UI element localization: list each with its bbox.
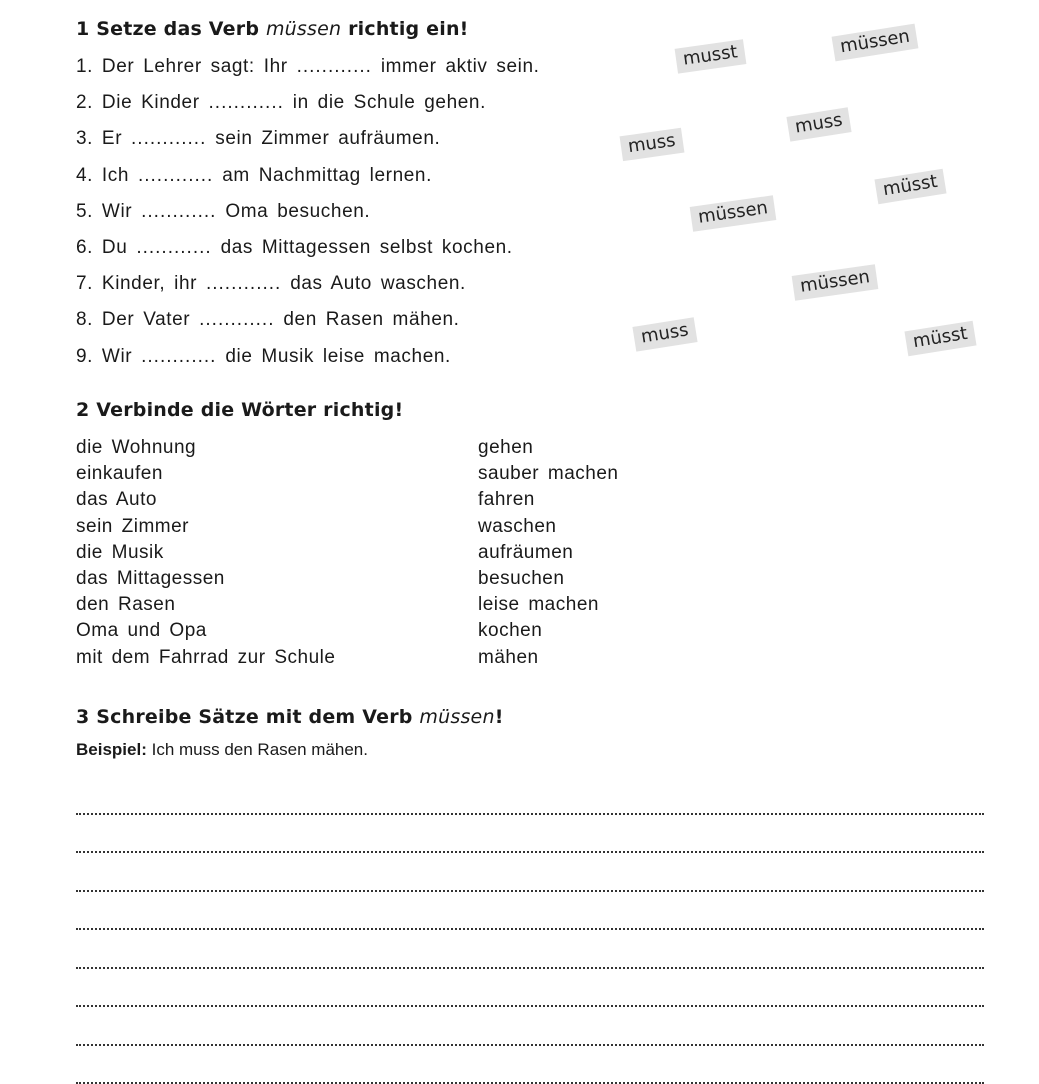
sentence-list	[76, 52, 540, 378]
sentence-start: 9. Wir	[76, 346, 132, 367]
match-item[interactable]: mit dem Fahrrad zur Schule	[76, 646, 335, 672]
sentence-end: das Auto waschen.	[290, 273, 466, 294]
sentence-item	[76, 124, 540, 160]
heading-text: Setze das Verb	[96, 18, 259, 40]
heading-text: !	[495, 706, 504, 728]
heading-text: Verbinde die Wörter richtig!	[96, 399, 403, 421]
example-label: Beispiel:	[76, 740, 147, 759]
exercise-3-heading	[76, 706, 504, 728]
sentence-item	[76, 269, 540, 305]
sentence-end: immer aktiv sein.	[381, 56, 540, 77]
sentence-item	[76, 161, 540, 197]
sentence-end: sein Zimmer aufräumen.	[215, 128, 440, 149]
sentence-start: 2. Die Kinder	[76, 92, 200, 113]
sentence-item	[76, 88, 540, 124]
match-left-column	[76, 436, 335, 672]
sentence-end: Oma besuchen.	[225, 201, 370, 222]
writing-line[interactable]	[76, 892, 984, 931]
match-item[interactable]: sauber machen	[478, 462, 618, 488]
exercise-2-heading	[76, 399, 403, 421]
match-item[interactable]: die Musik	[76, 541, 335, 567]
match-item[interactable]: kochen	[478, 619, 618, 645]
sentence-item	[76, 52, 540, 88]
match-item[interactable]: fahren	[478, 488, 618, 514]
blank-field[interactable]: ............	[131, 128, 206, 149]
sentence-start: 7. Kinder, ihr	[76, 273, 197, 294]
sentence-end: den Rasen mähen.	[283, 309, 459, 330]
writing-line[interactable]	[76, 930, 984, 969]
sentence-end: die Musik leise machen.	[225, 346, 451, 367]
match-item[interactable]: waschen	[478, 515, 618, 541]
word-tag[interactable]: müssen	[690, 195, 777, 231]
match-item[interactable]: aufräumen	[478, 541, 618, 567]
match-item[interactable]: mähen	[478, 646, 618, 672]
sentence-end: das Mittagessen selbst kochen.	[221, 237, 513, 258]
sentence-start: 5. Wir	[76, 201, 132, 222]
match-item[interactable]: sein Zimmer	[76, 515, 335, 541]
exercise-number: 1	[76, 18, 89, 40]
sentence-end: am Nachmittag lernen.	[222, 165, 432, 186]
exercise-1-heading	[76, 18, 469, 40]
word-tag[interactable]: muss	[620, 128, 685, 161]
match-item[interactable]: besuchen	[478, 567, 618, 593]
blank-field[interactable]: ............	[206, 273, 281, 294]
sentence-end: in die Schule gehen.	[293, 92, 486, 113]
sentence-start: 3. Er	[76, 128, 122, 149]
sentence-start: 6. Du	[76, 237, 127, 258]
match-item[interactable]: die Wohnung	[76, 436, 335, 462]
blank-field[interactable]: ............	[138, 165, 213, 186]
heading-verb: müssen	[419, 706, 494, 728]
sentence-start: 4. Ich	[76, 165, 129, 186]
heading-text: richtig ein!	[348, 18, 468, 40]
word-tag[interactable]: müsst	[904, 321, 976, 356]
blank-field[interactable]: ............	[209, 92, 284, 113]
sentence-item	[76, 305, 540, 341]
word-tag[interactable]: müsst	[874, 169, 946, 204]
sentence-start: 1. Der Lehrer sagt: Ihr	[76, 56, 288, 77]
match-item[interactable]: den Rasen	[76, 593, 335, 619]
exercise-number: 3	[76, 706, 89, 728]
match-right-column	[478, 436, 618, 672]
match-item[interactable]: leise machen	[478, 593, 618, 619]
writing-line[interactable]	[76, 1007, 984, 1046]
writing-line[interactable]	[76, 853, 984, 892]
sentence-item	[76, 342, 540, 378]
heading-verb: müssen	[266, 18, 341, 40]
writing-area	[76, 776, 984, 1084]
match-item[interactable]: einkaufen	[76, 462, 335, 488]
exercise-number: 2	[76, 399, 89, 421]
heading-text: Schreibe Sätze mit dem Verb	[96, 706, 412, 728]
writing-line[interactable]	[76, 1046, 984, 1084]
word-tag[interactable]: müssen	[792, 264, 879, 300]
word-tag[interactable]: musst	[675, 39, 747, 73]
sentence-start: 8. Der Vater	[76, 309, 190, 330]
word-tag[interactable]: muss	[632, 317, 697, 351]
sentence-item	[76, 233, 540, 269]
match-item[interactable]: Oma und Opa	[76, 619, 335, 645]
match-item[interactable]: das Mittagessen	[76, 567, 335, 593]
example-text: Ich muss den Rasen mähen.	[152, 740, 368, 759]
match-item[interactable]: das Auto	[76, 488, 335, 514]
word-tag[interactable]: muss	[786, 107, 851, 141]
blank-field[interactable]: ............	[141, 201, 216, 222]
match-item[interactable]: gehen	[478, 436, 618, 462]
writing-line[interactable]	[76, 969, 984, 1008]
sentence-item	[76, 197, 540, 233]
example-sentence	[76, 740, 368, 760]
blank-field[interactable]: ............	[199, 309, 274, 330]
blank-field[interactable]: ............	[297, 56, 372, 77]
writing-line[interactable]	[76, 776, 984, 815]
word-tag[interactable]: müssen	[832, 24, 919, 62]
blank-field[interactable]: ............	[136, 237, 211, 258]
writing-line[interactable]	[76, 815, 984, 854]
blank-field[interactable]: ............	[141, 346, 216, 367]
